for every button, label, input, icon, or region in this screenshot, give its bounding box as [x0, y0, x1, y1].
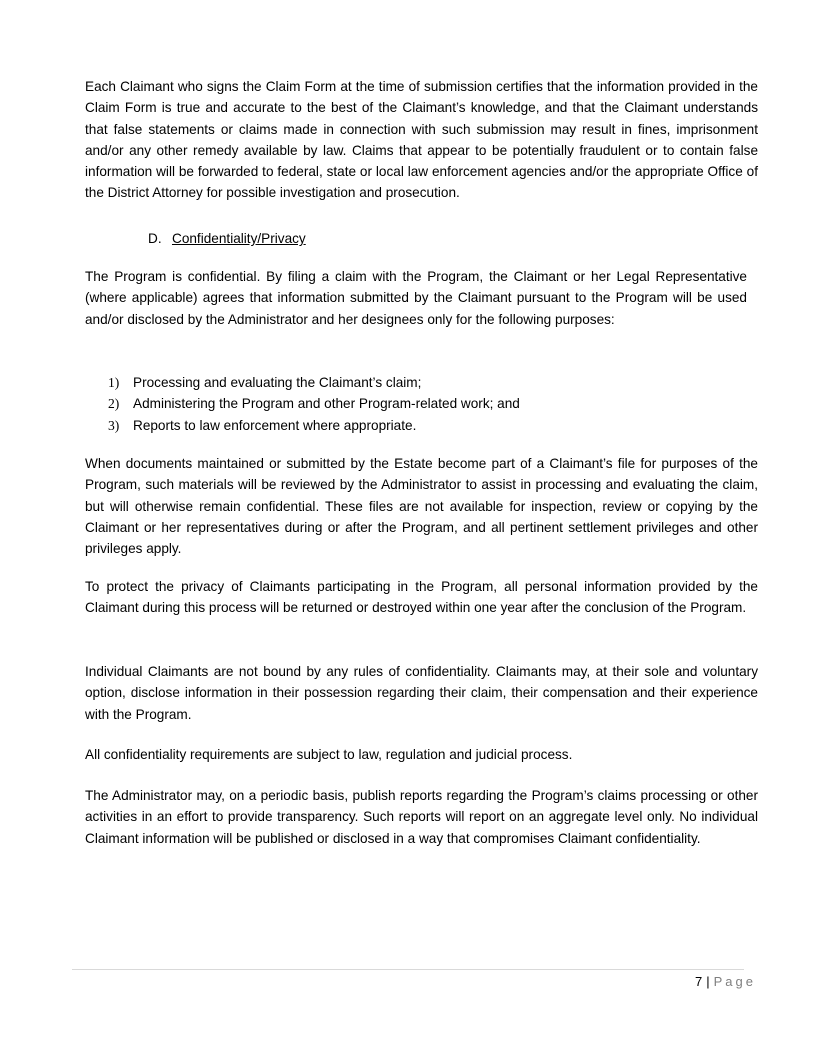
page-footer [695, 973, 756, 991]
list-item-text: Administering the Program and other Program-related work; and [133, 396, 520, 412]
privacy-protection-paragraph: To protect the privacy of Claimants participating in the Program, all personal information provided by the Claimant during this process will be returned or destroyed within one year after the conclusion of the Program. [85, 579, 758, 616]
list-item [108, 393, 520, 414]
list-item-number: 2) [108, 396, 120, 412]
section-title: Confidentiality/Privacy [172, 231, 306, 246]
list-item-number: 3) [108, 417, 120, 433]
page-number: 7 [695, 974, 703, 989]
list-item-number: 1) [108, 375, 120, 390]
certification-paragraph: Each Claimant who signs the Claim Form at the time of submission certifies that the information provided in the Claim Form is true and accurate to the best of the Claimant’s knowledge, and that the Claimant understands that false statements or claims made in connection with such submission may result in fines, imprisonment and/or any other remedy available by law. Claims that appear to be potentially fraudulent or to contain false information will be forwarded to federal, state or local law enforcement agencies and/or the appropriate Office of the District Attorney for possible investigation and prosecution. [85, 79, 758, 201]
section-heading [148, 228, 306, 249]
estate-documents-paragraph: When documents maintained or submitted by the Estate become part of a Claimant’s file for purposes of the Program, such materials will be reviewed by the Administrator to assist in processing and evaluating the claim, but will otherwise remain confidential. These files are not available for inspection, review or copying by the Claimant or her representatives during or after the Program, and all pertinent settlement privileges and other privileges apply. [85, 456, 758, 557]
requirements-paragraph: All confidentiality requirements are subject to law, regulation and judicial process. [85, 747, 573, 762]
list-item [108, 415, 520, 436]
list-item-text: Reports to law enforcement where appropriate. [133, 417, 417, 433]
list-item [108, 372, 520, 393]
reports-paragraph: The Administrator may, on a periodic basis, publish reports regarding the Program’s claims processing or other activities in an effort to provide transparency. Such reports will report on an aggregate level only. No individual Claimant information will be published or disclosed in a way that compromises Claimant confidentiality. [85, 788, 758, 846]
list-item-text: Processing and evaluating the Claimant’s claim; [133, 375, 422, 390]
purposes-list [108, 372, 520, 436]
individual-claimants-paragraph: Individual Claimants are not bound by any rules of confidentiality. Claimants may, at their sole and voluntary option, disclose information in their possession regarding their claim, their compensation and their experience with the Program. [85, 664, 758, 722]
footer-separator: | [706, 974, 710, 989]
section-letter: D. [148, 231, 162, 246]
program-confidential-paragraph: The Program is confidential. By filing a claim with the Program, the Claimant or her Legal Representative (where applicable) agrees that information submitted by the Claimant pursuant to the Program will be used and/or disclosed by the Administrator and her designees only for the following purposes: [85, 269, 747, 327]
page-label: Page [713, 974, 756, 989]
footer-divider [72, 969, 744, 970]
